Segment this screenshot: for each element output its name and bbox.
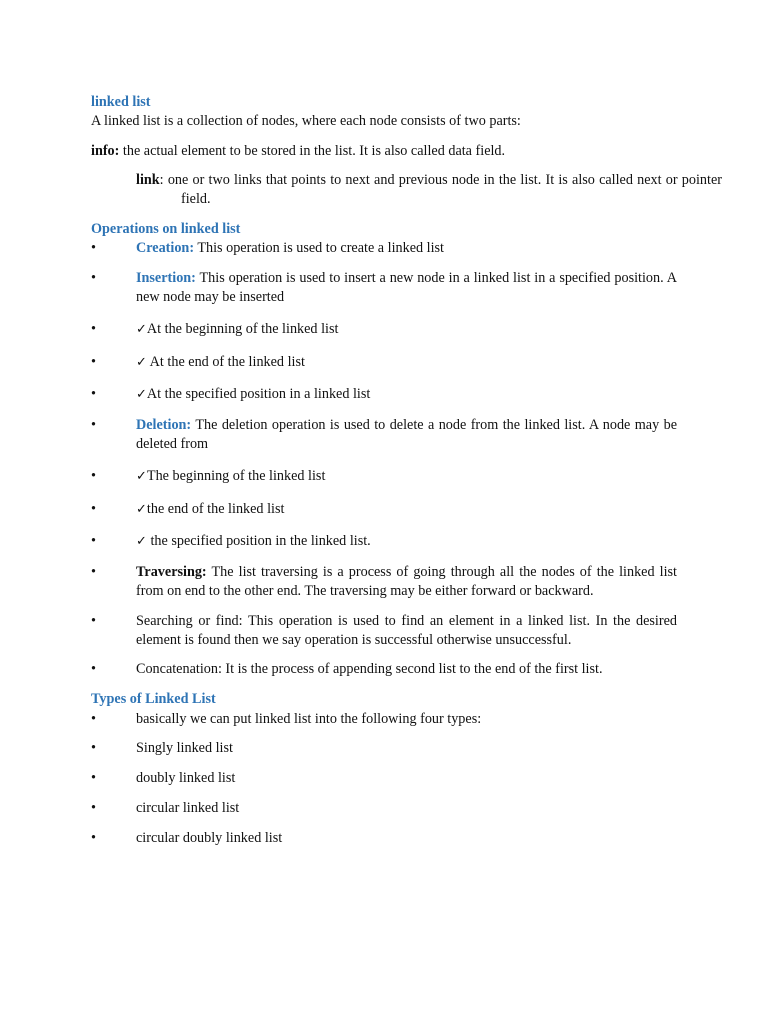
bullet: • (91, 501, 96, 517)
check-icon: ✓ (136, 469, 147, 484)
operation-term: Traversing: (136, 564, 207, 580)
list-item (91, 563, 677, 601)
sub-item-text: At the beginning of the linked list (146, 321, 339, 337)
types-heading: Types of Linked List (91, 691, 216, 707)
list-item (91, 829, 677, 848)
bullet: • (91, 386, 96, 402)
check-icon: ✓ (136, 387, 147, 402)
bullet: • (91, 613, 96, 629)
check-icon: ✓ (136, 534, 147, 549)
intro-paragraph: A linked list is a collection of nodes, where each node consists of two parts: (91, 113, 521, 129)
sub-item-text: At the specified position in a linked list (146, 386, 371, 402)
operation-text: This operation is used to create a linked list (194, 240, 444, 256)
list-item (91, 739, 677, 758)
list-item (91, 799, 677, 818)
list-item (91, 239, 677, 258)
check-icon: ✓ (136, 502, 147, 517)
page-title: linked list (91, 94, 151, 110)
type-text: basically we can put linked list into the following four types: (136, 711, 482, 727)
operation-text: The deletion operation is used to delete a node from the linked list. A node may be deleted from (136, 417, 677, 452)
check-icon: ✓ (136, 322, 147, 337)
operations-heading: Operations on linked list (91, 221, 241, 237)
definition-info (91, 142, 677, 161)
bullet: • (91, 533, 96, 549)
list-item (91, 660, 677, 679)
definition-text: the actual element to be stored in the list. It is also called data field. (119, 143, 506, 159)
bullet: • (91, 321, 96, 337)
check-icon: ✓ (136, 355, 147, 370)
type-text: Singly linked list (136, 740, 233, 756)
list-item (91, 500, 677, 519)
type-text: circular linked list (136, 800, 240, 816)
bullet: • (91, 417, 96, 433)
sub-item-text: At the end of the linked list (146, 354, 305, 370)
type-text: circular doubly linked list (136, 830, 283, 846)
operation-text: Searching or find: This operation is used to find an element in a linked list. In the desired element is found then we say operation is successful otherwise unsuccessful. (136, 613, 677, 648)
bullet: • (91, 270, 96, 286)
list-item (91, 710, 677, 729)
operation-term: Deletion: (136, 417, 192, 433)
sub-item-text: the end of the linked list (146, 501, 285, 517)
type-text: doubly linked list (136, 770, 236, 786)
operation-term: Insertion: (136, 270, 196, 286)
definition-link (136, 171, 722, 209)
list-item (91, 385, 677, 404)
definition-term: info: (91, 143, 120, 159)
bullet: • (91, 240, 96, 256)
operation-term: Creation: (136, 240, 195, 256)
list-item (91, 769, 677, 788)
bullet: • (91, 770, 96, 786)
list-item (91, 416, 677, 454)
operation-text: Concatenation: It is the process of appending second list to the end of the first list. (136, 661, 603, 677)
sub-item-text: The beginning of the linked list (146, 468, 326, 484)
bullet: • (91, 661, 96, 677)
bullet: • (91, 564, 96, 580)
list-item (91, 532, 677, 551)
list-item (91, 467, 677, 486)
operation-text: This operation is used to insert a new node in a linked list in a specified position. A new node may be inserted (136, 270, 677, 305)
bullet: • (91, 711, 96, 727)
definition-term: link (136, 172, 160, 188)
bullet: • (91, 830, 96, 846)
bullet: • (91, 800, 96, 816)
list-item (91, 320, 677, 339)
bullet: • (91, 354, 96, 370)
list-item (91, 612, 677, 650)
bullet: • (91, 468, 96, 484)
operation-text: The list traversing is a process of going through all the nodes of the linked list from on end to the other end. The traversing may be either forward or backward. (136, 564, 677, 599)
sub-item-text: the specified position in the linked list. (146, 533, 371, 549)
list-item (91, 269, 677, 307)
definition-text: : one or two links that points to next and previous node in the list. It is also called next or pointer field. (159, 172, 722, 207)
list-item (91, 353, 677, 372)
bullet: • (91, 740, 96, 756)
